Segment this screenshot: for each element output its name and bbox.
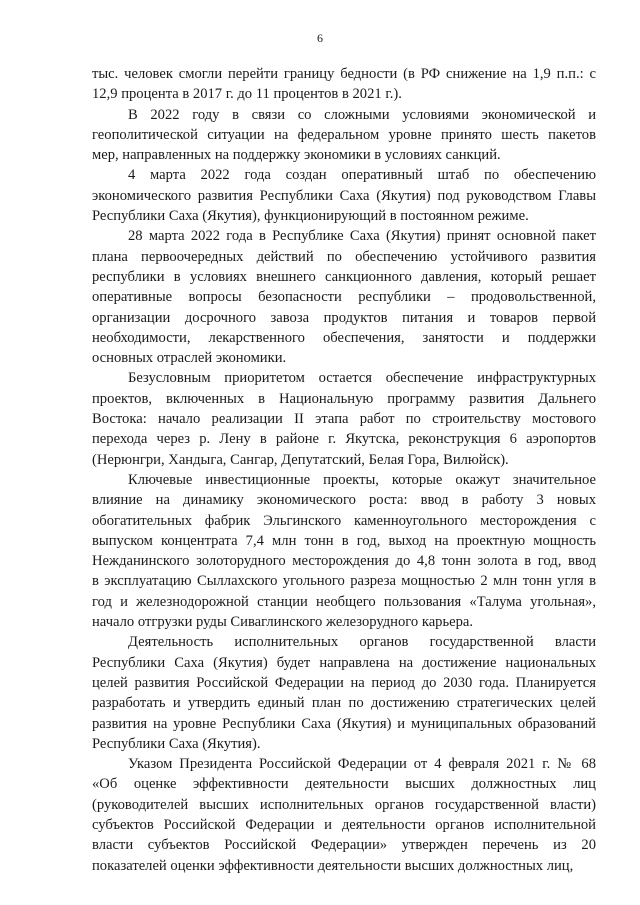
- text-line: 28 марта 2022 года в Республике Саха (Якутия) принят основной пакет: [128, 228, 596, 245]
- text-line: перехода через р. Лену в районе г. Якутска, реконструкция 6 аэропортов: [92, 431, 596, 448]
- text-line: Нежданинского золоторудного месторождения до 4,8 тонн золота в год, ввод: [92, 553, 596, 570]
- text-line: 4 марта 2022 года создан оперативный штаб по обеспечению: [128, 167, 596, 184]
- text-line: субъектов Российской Федерации и деятельности органов исполнительной: [92, 816, 596, 833]
- text-line: показателей оценки эффективности деятельности высших должностных лиц,: [92, 857, 574, 874]
- text-line: проектов, включенных в Национальную программу развития Дальнего: [92, 390, 596, 407]
- text-line: в эксплуатацию Сыллахского угольного разреза мощностью 2 млн тонн угля в: [92, 573, 596, 590]
- paragraph: [92, 368, 596, 469]
- text-line: Ключевые инвестиционные проекты, которые окажут значительное: [128, 471, 596, 488]
- text-line: целей развития Российской Федерации на период до 2030 года. Планируется: [92, 674, 596, 691]
- paragraph: [92, 64, 596, 105]
- text-line: начало отгрузки руды Сиваглинского железорудного карьера.: [92, 614, 474, 631]
- text-line: развития на уровне Республики Саха (Якутия) и муниципальных образований: [92, 715, 596, 732]
- paragraph: [92, 226, 596, 368]
- paragraph: [92, 632, 596, 754]
- text-line: экономического развития Республики Саха (Якутия) под руководством Главы: [92, 187, 596, 204]
- text-line: Безусловным приоритетом остается обеспечение инфраструктурных: [128, 370, 596, 387]
- text-line: республики в условиях внешнего санкционного давления, который решает: [92, 268, 596, 285]
- text-line: (руководителей высших исполнительных органов государственной власти): [92, 796, 596, 813]
- text-line: Указом Президента Российской Федерации от 4 февраля 2021 г. № 68: [128, 756, 596, 773]
- text-line: Деятельность исполнительных органов государственной власти: [128, 634, 596, 651]
- text-line: 12,9 процента в 2017 г. до 11 процентов в 2021 г.).: [92, 86, 402, 103]
- text-line: необходимости, лекарственного обеспечения, занятости и поддержки: [92, 329, 596, 346]
- text-line: тыс. человек смогли перейти границу бедности (в РФ снижение на 1,9 п.п.: с: [92, 66, 596, 82]
- text-line: мер, направленных на поддержку экономики в условиях санкций.: [92, 147, 501, 164]
- text-line: власти субъектов Российской Федерации» утвержден перечень из 20: [92, 837, 596, 854]
- paragraph: [92, 754, 596, 876]
- text-line: влияние на динамику экономического роста: ввод в работу 3 новых: [92, 492, 596, 509]
- text-line: Республики Саха (Якутия), функционирующий в постоянном режиме.: [92, 208, 529, 225]
- text-line: «Об оценке эффективности деятельности высших должностных лиц: [92, 776, 596, 793]
- text-line: Республики Саха (Якутия) будет направлена на достижение национальных: [92, 654, 596, 671]
- page-number: 6: [317, 31, 323, 45]
- paragraph: [92, 105, 596, 166]
- paragraph: [92, 470, 596, 632]
- text-line: обогатительных фабрик Эльгинского каменноугольного месторождения с: [92, 512, 596, 529]
- text-line: организации досрочного завоза продуктов питания и товаров первой: [92, 309, 596, 326]
- text-line: оперативные вопросы безопасности республики – продовольственной,: [92, 289, 596, 306]
- text-line: разработать и утвердить единый план по достижению стратегических целей: [92, 695, 596, 712]
- text-line: геополитической ситуации на федеральном уровне принято шесть пакетов: [92, 126, 596, 143]
- text-line: (Нерюнгри, Хандыга, Сангар, Депутатский, Белая Гора, Вилюйск).: [92, 451, 509, 468]
- text-line: основных отраслей экономики.: [92, 350, 287, 367]
- paragraph: [92, 165, 596, 226]
- document-body: [92, 64, 596, 876]
- text-line: год и железнодорожной станции необщего пользования «Талума угольная»,: [92, 593, 596, 610]
- text-line: выпуском концентрата 7,4 млн тонн в год, выход на проектную мощность: [92, 532, 596, 549]
- text-line: плана первоочередных действий по обеспечению устойчивого развития: [92, 248, 596, 265]
- text-line: В 2022 году в связи со сложными условиями экономической и: [128, 106, 596, 123]
- text-line: Востока: начало реализации II этапа работ по строительству мостового: [92, 411, 596, 428]
- text-line: Республики Саха (Якутия).: [92, 735, 261, 752]
